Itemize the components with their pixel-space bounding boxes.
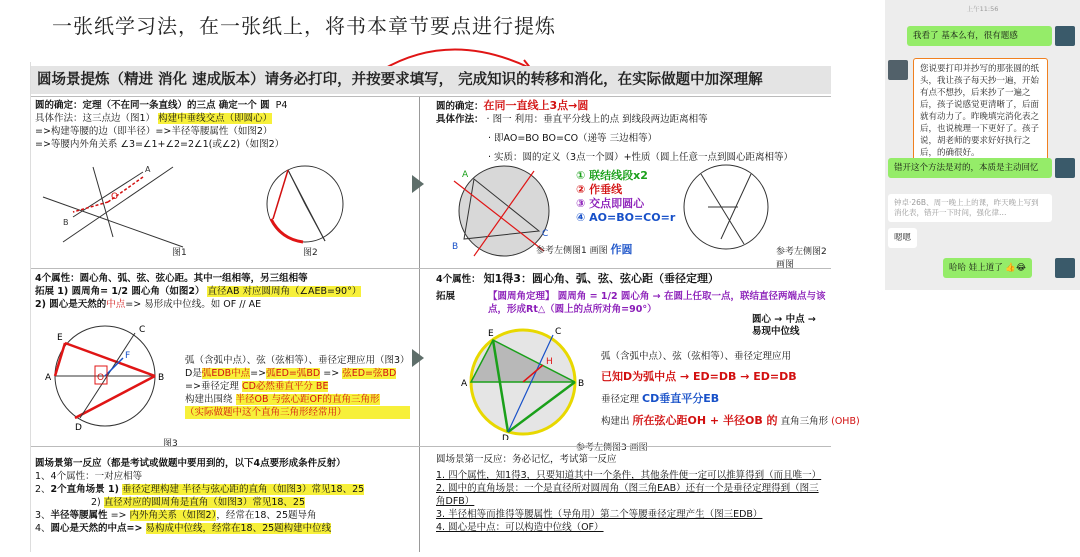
r2r-ext: 拓展 — [436, 291, 456, 302]
svg-text:F: F — [125, 351, 131, 361]
r1-steps — [576, 169, 675, 225]
row3-left: 圆场景第一反应（都是考试或做题中要用到的，以下4点要形成条件反射） 1、4个属性：一对应相等 2、2个直角场景 1) 垂径定理构建 半径与弦心距的直角（如图3）常见18、25 2) 直径对应的圆周角是直角（如图3）常见18、25 3、半径等腰属性 => 内外角关系（如图2），经常在18、25题导角 4、圆心是天然的中点=> 易构成中位线，经常在18、25题构建中位线 — [35, 457, 420, 535]
arrow-right-1 — [412, 175, 424, 193]
r2-ext2: 2) 圆心是天然的 — [35, 299, 107, 310]
r2-ext2-rest: => 易形成中位线。如 OF // AE — [125, 299, 262, 310]
r1-right-bullet1: · 图一 利用：垂直平分线上的点 到线段两边距离相等 — [486, 114, 708, 125]
row-four-properties — [31, 268, 860, 453]
svg-text:B: B — [578, 379, 585, 389]
svg-text:B: B — [452, 242, 459, 252]
svg-text:C: C — [555, 327, 562, 337]
r2-arc-title: 弧（含弧中点）、弦（弦相等）、垂径定理应用（图3） — [185, 355, 410, 366]
r2-arc-block: 弧（含弧中点）、弦（弦相等）、垂径定理应用（图3） D是弧EDB中点=>弧ED=弧BD => 弦ED=弦BD =>垂径定理 CD必然垂直平分 BE 构建出围绕 半径OB 与弦心距OF的直角三角形 （实际做题中这个直角三角形经常用） — [185, 355, 410, 418]
step-2: ② 作垂线 — [576, 183, 623, 196]
fig2-caption: 图2 — [303, 248, 318, 258]
avatar-self[interactable] — [1055, 26, 1075, 46]
chat-time: 上午11:56 — [966, 5, 999, 13]
cap3: 参考左侧图3 画图 — [576, 443, 648, 453]
step-1: ① 联结线段x2 — [576, 169, 648, 182]
chat-msg-2[interactable]: 您说要打印并抄写的那张圆的纸头，我让孩子每天抄一遍，开始有点不想抄，后来抄了一遍之后，孩子说感觉更清晰了，后面就有动力了。昨晚填完消化表之后，也说梳理一下更好了。孩子说，胡老师的要求好好执行之后，的确很好。 — [913, 58, 1048, 164]
r2r-arc-block: 弧（含弧中点）、弦（弦相等）、垂径定理应用 已知D为弧中点 → ED=DB → ED=DB 垂径定理 CD垂直平分EB 构建出 所在弦心距OH + 半径OB 的 直角三角形 (OHB) — [601, 351, 860, 427]
r1-right-method: 具体作法： — [436, 114, 484, 125]
row3-right — [436, 453, 831, 534]
r1-right-bullet3: · 实质：圆的定义（3点一个圆）+性质（圆上任意一点到圆心距离相等） — [488, 152, 794, 163]
cap1: 参考左侧图1 画图 作圆 — [536, 243, 633, 256]
avatar-self-3[interactable] — [1055, 258, 1075, 278]
row-circle-determination — [31, 96, 831, 268]
cap2: 参考左侧图2 画图 — [776, 247, 827, 270]
row1-right — [436, 99, 831, 270]
svg-text:A: A — [45, 373, 52, 383]
chat-msg-4[interactable]: 钟卓·26B、周一晚上上的课，昨天晚上写到消化表，错开一下时间，强化律… — [888, 194, 1052, 222]
svg-text:A: A — [461, 379, 468, 389]
r1-right-title: 圆的确定： — [436, 101, 484, 112]
svg-text:A: A — [145, 165, 151, 174]
headline: 一张纸学习法，在一张纸上，将书本章节要点进行提炼 — [52, 14, 556, 38]
svg-text:H: H — [546, 357, 553, 367]
svg-text:C: C — [139, 325, 146, 335]
step-4: ④ AO=BO=CO=r — [576, 211, 676, 224]
r3r-item4: 4. 圆心是中点：可以构造中位线（OF） — [436, 522, 604, 533]
avatar-self-2[interactable] — [1055, 158, 1075, 178]
r3-title: 圆场景第一反应（都是考试或做题中要用到的，以下4点要形成条件反射） — [35, 458, 346, 469]
figure-2-drawn — [676, 159, 776, 254]
row-first-reaction — [31, 446, 831, 552]
sheet-banner: 圆场景提炼（精进 消化 速成版本）请务必打印，并按要求填写， 完成知识的转移和消化，在实际做题中加深理解 — [31, 66, 831, 94]
row2-right — [436, 272, 860, 453]
r1-title: 圆的确定：定理（不在同一条直线）的三点 确定一个 圆 — [35, 100, 270, 111]
r1-line3: =>构建等腰的边（即半径）=>半径等腰属性（如图2） — [35, 126, 273, 137]
svg-text:C: C — [542, 229, 549, 239]
r3r-title: 圆场景第一反应：务必记忆，考试第一反应 — [436, 454, 617, 465]
r3r-item1: 1. 四个属性，知1得3，只要知道其中一个条件，其他条件便一定可以推算得到（而且唯一） — [436, 470, 822, 481]
figure-2 — [263, 159, 353, 254]
r2-props: 4个属性：圆心角、弧、弦、弦心距。其中一组相等，另三组相等 — [35, 273, 308, 284]
figure-3-drawn — [458, 320, 593, 440]
chat-msg-5[interactable]: 嗯嗯 — [888, 228, 917, 248]
r1-page: P4 — [275, 100, 288, 111]
study-sheet — [30, 62, 860, 552]
r1-method-hl: 构建中垂线交点（即圆心） — [158, 113, 273, 124]
figure-1 — [33, 157, 193, 252]
chat-msg-1[interactable]: 我看了 基本么有，很有题感 — [907, 26, 1052, 46]
r2-practice-note: （实际做题中这个直角三角形经常用） — [185, 406, 410, 419]
arrow-right-2 — [412, 349, 424, 367]
r3-item1: 1、4个属性：一对应相等 — [35, 471, 143, 482]
r3r-item2: 2. 圆中的直角场景：一个是直径所对圆周角（图三角EAB）还有一个是垂径定理得到（图三角DFB） — [436, 483, 819, 507]
r2-ext1-hl: 直径AB 对应圆周角（∠AEB=90°） — [207, 286, 362, 297]
row1-left — [35, 99, 420, 258]
step-3: ③ 交点即圆心 — [576, 197, 645, 210]
chat-msg-3[interactable]: 错开这个方法是对的，本质是主动回忆 — [888, 158, 1052, 178]
r2r-center-mid: 圆心 → 中点 → 易现中位线 — [752, 314, 816, 337]
r2r-props: 4个属性： — [436, 274, 481, 285]
r2r-props-hand: 知1得3：圆心角、弧、弦、弦心距（垂径定理） — [483, 272, 719, 285]
avatar-other[interactable] — [888, 60, 908, 80]
svg-text:B: B — [63, 218, 69, 227]
row2-left — [35, 272, 420, 449]
r1-right-hand: 在同一直线上3点→圆 — [483, 99, 589, 112]
r3r-item3: 3. 半径相等而推得等腰属性（导角用）第二个等腰垂径定理产生（图三EDB） — [436, 509, 763, 520]
svg-text:A: A — [462, 170, 469, 180]
r2-ext2-mid: 中点 — [106, 299, 126, 310]
figure-3 — [35, 318, 185, 433]
chat-msg-6[interactable]: 哈哈 娃上道了 👍😂 — [943, 258, 1032, 278]
chat-panel — [885, 0, 1080, 290]
svg-text:D: D — [75, 423, 82, 433]
svg-text:D: D — [502, 434, 509, 440]
r2r-ext-hand: 【圆周角定理】 圆周角 = 1/2 圆心角 → 在圆上任取一点，联结直径两端点与该点，形成Rt△（圆上的点所对角=90°） — [488, 291, 826, 315]
svg-text:O: O — [111, 192, 119, 202]
svg-text:E: E — [57, 333, 63, 343]
svg-text:O: O — [97, 373, 105, 383]
r1-right-bullet2: · 即AO=BO BO=CO（递等 三边相等） — [488, 133, 658, 144]
fig1-caption: 图1 — [172, 248, 187, 258]
r1-method: 具体作法：这三点边（图1） — [35, 113, 156, 124]
r2-ext1: 拓展 1) 圆周角= 1/2 圆心角（如图2） — [35, 286, 205, 297]
fig3-caption: 图3 — [163, 439, 178, 449]
svg-text:B: B — [158, 373, 165, 383]
svg-text:E: E — [488, 329, 494, 339]
r1-line4: =>等腰内外角关系 ∠3=∠1+∠2=2∠1(或∠2)（如图2） — [35, 139, 285, 150]
